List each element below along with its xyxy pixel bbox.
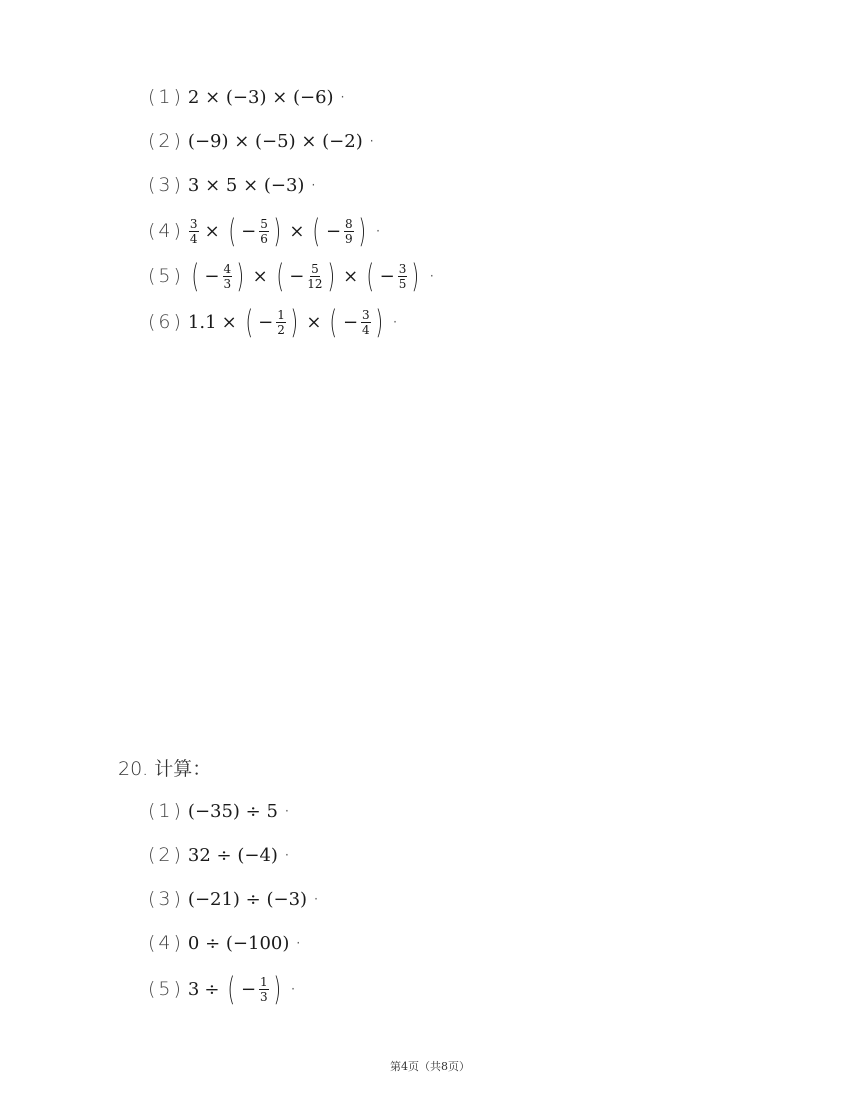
fraction: $\frac{1}{2}$ bbox=[277, 307, 285, 337]
end-dot: · bbox=[429, 269, 434, 283]
end-dot: · bbox=[376, 224, 380, 238]
problem-label: (1) bbox=[148, 800, 184, 822]
fraction: $\frac{3}{4}$ bbox=[362, 307, 370, 337]
end-dot: · bbox=[340, 90, 345, 104]
math-expression: 3 ÷ ( − $\frac{1}{3}$ ) bbox=[187, 970, 281, 1008]
fraction: $\frac{3}{4}$ bbox=[189, 216, 198, 246]
problem-20-2 bbox=[148, 844, 289, 866]
end-dot: · bbox=[311, 178, 316, 192]
math-expression: (−35) ÷ 5 bbox=[187, 800, 278, 822]
fraction: $\frac{4}{3}$ bbox=[223, 261, 232, 291]
problem-label: (6) bbox=[148, 311, 184, 333]
problem-label: (4) bbox=[148, 932, 184, 954]
problem-20-4 bbox=[148, 932, 300, 954]
end-dot: · bbox=[291, 982, 295, 996]
fraction: $\frac{8}{9}$ bbox=[345, 216, 353, 246]
problem-label: (5) bbox=[148, 265, 184, 287]
end-dot: · bbox=[296, 936, 301, 950]
math-expression: 2 × (−3) × (−6) bbox=[187, 86, 334, 108]
fraction: $\frac{1}{3}$ bbox=[260, 974, 268, 1004]
fraction: $\frac{5}{12}$ bbox=[307, 261, 323, 291]
problem-label: (3) bbox=[148, 174, 184, 196]
problem-20-3 bbox=[148, 888, 318, 910]
end-dot: · bbox=[284, 804, 289, 818]
section-20-heading: 20. 计算： bbox=[118, 758, 212, 780]
page-footer: 第4页（共8页） bbox=[390, 1060, 470, 1073]
end-dot: · bbox=[314, 892, 318, 906]
problem-label: (5) bbox=[148, 978, 184, 1000]
end-dot: · bbox=[284, 848, 289, 862]
problem-1-5 bbox=[148, 257, 434, 295]
math-expression: 0 ÷ (−100) bbox=[187, 932, 290, 954]
problem-label: (1) bbox=[148, 86, 184, 108]
math-expression: (−9) × (−5) × (−2) bbox=[187, 130, 363, 152]
problem-20-1 bbox=[148, 800, 289, 822]
math-expression: ( − $\frac{4}{3}$ ) × ( − $\frac{5}{12}$ ) × ( − $\frac{3}{5}$ ) bbox=[191, 257, 420, 295]
problem-label: (2) bbox=[148, 844, 184, 866]
problem-20-5 bbox=[148, 970, 295, 1008]
end-dot: · bbox=[369, 134, 374, 148]
problem-1-1 bbox=[148, 86, 344, 108]
math-expression: 3 × 5 × (−3) bbox=[187, 174, 305, 196]
math-expression: $\frac{3}{4}$ × ( − $\frac{5}{6}$ ) × ( − $\frac{8}{9}$ ) bbox=[189, 212, 366, 250]
math-expression: (−21) ÷ (−3) bbox=[187, 888, 308, 910]
problem-label: (2) bbox=[148, 130, 184, 152]
end-dot: · bbox=[393, 315, 397, 329]
fraction: $\frac{3}{5}$ bbox=[398, 261, 407, 291]
problem-1-2 bbox=[148, 130, 374, 152]
problem-1-4 bbox=[148, 212, 380, 250]
problem-label: (3) bbox=[148, 888, 184, 910]
fraction: $\frac{5}{6}$ bbox=[260, 216, 268, 246]
problem-label: (4) bbox=[148, 220, 184, 242]
problem-1-3 bbox=[148, 174, 315, 196]
math-expression: 32 ÷ (−4) bbox=[187, 844, 278, 866]
math-expression: 1.1 × ( − $\frac{1}{2}$ ) × ( − $\frac{3}{4}$ ) bbox=[187, 303, 383, 341]
problem-1-6 bbox=[148, 303, 397, 341]
